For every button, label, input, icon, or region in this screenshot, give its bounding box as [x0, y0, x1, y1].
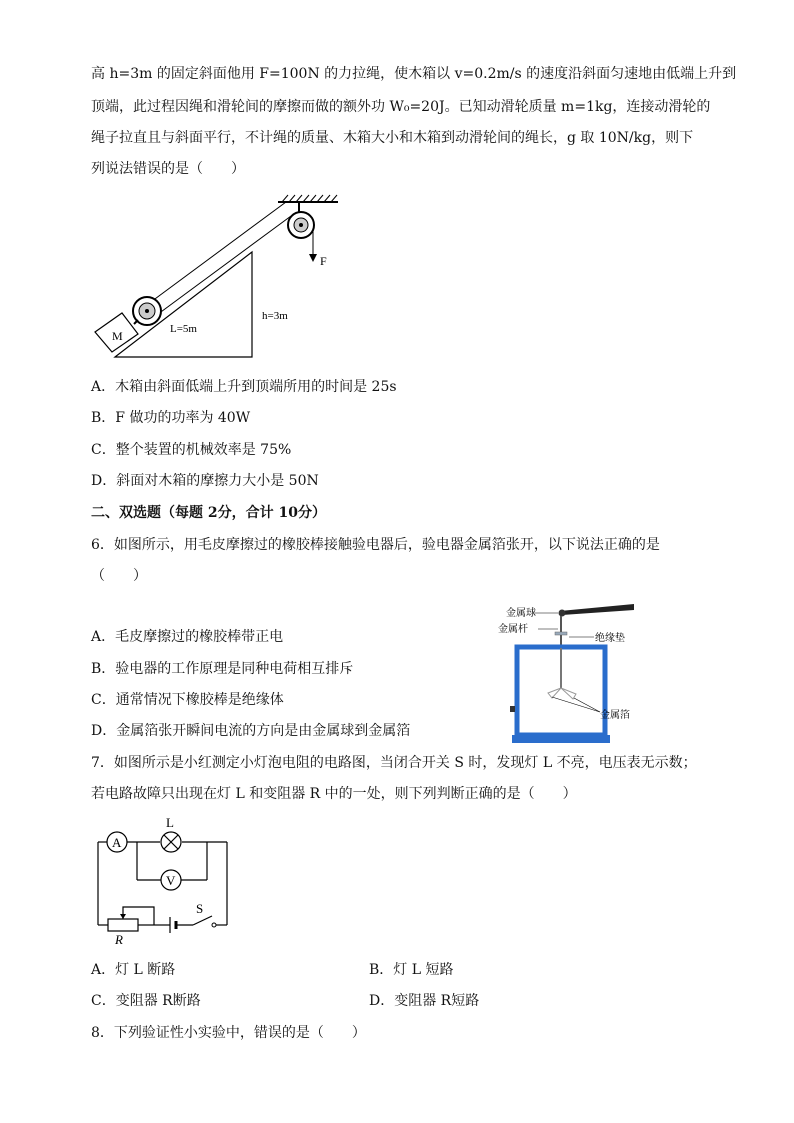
q7-option-a: A．灯 L 断路 — [91, 962, 176, 978]
electroscope-figure — [490, 598, 640, 748]
lamp-label: L — [166, 815, 174, 830]
ammeter-label: A — [112, 835, 122, 850]
label-insulator: 绝缘垫 — [595, 633, 625, 644]
incline-pulley-figure — [90, 192, 350, 362]
box-label: M — [112, 329, 123, 343]
q5-option-b: B．F 做功的功率为 40W — [91, 410, 251, 426]
switch-label: S — [196, 901, 204, 916]
q5-stem-line-3: 绳子拉直且与斜面平行，不计绳的质量、木箱大小和木箱到动滑轮间的绳长，g 取 10N/kg，则下 — [91, 130, 694, 146]
q5-stem-line-2: 顶端，此过程因绳和滑轮间的摩擦而做的额外功 W₀=20J。已知动滑轮质量 m=1kg，连接动滑轮的 — [91, 99, 711, 115]
section-heading: 二、双选题（每题 2分，合计 10分） — [91, 505, 326, 521]
q7-option-c: C．变阻器 R断路 — [91, 993, 201, 1009]
rheostat-label: R — [115, 932, 123, 947]
q5-stem-line-4: 列说法错误的是（ ） — [91, 161, 245, 177]
q5-option-d: D．斜面对木箱的摩擦力大小是 50N — [91, 473, 319, 489]
height-label: h=3m — [262, 310, 288, 322]
q6-option-c: C．通常情况下橡胶棒是绝缘体 — [91, 692, 284, 708]
q5-stem-line-1: 高 h=3m 的固定斜面他用 F=100N 的力拉绳，使木箱以 v=0.2m/s 的速度沿斜面匀速地由低端上升到 — [91, 66, 737, 82]
rubber-rod — [560, 604, 634, 615]
rheostat-symbol — [108, 919, 138, 931]
force-label: F — [320, 254, 327, 268]
q7-stem-line-1: 7．如图所示是小红测定小灯泡电阻的电路图，当闭合开关 S 时，发现灯 L 不亮，电压表无示数； — [91, 755, 697, 771]
circuit-figure — [90, 815, 235, 950]
q6-option-a: A．毛皮摩擦过的橡胶棒带正电 — [91, 629, 284, 645]
q6-option-b: B．验电器的工作原理是同种电荷相互排斥 — [91, 661, 354, 677]
label-metal-ball: 金属球 — [506, 608, 536, 619]
metal-foil — [548, 688, 561, 698]
label-metal-rod: 金属杆 — [498, 624, 528, 635]
q6-stem-line-1: 6．如图所示，用毛皮摩擦过的橡胶棒接触验电器后，验电器金属箔张开，以下说法正确的是 — [91, 537, 660, 553]
switch-symbol — [193, 916, 212, 925]
q6-stem-line-2: （ ） — [91, 568, 147, 584]
q8-stem: 8．下列验证性小实验中，错误的是（ ） — [91, 1025, 366, 1041]
length-label: L=5m — [170, 323, 197, 335]
q5-option-c: C．整个装置的机械效率是 75% — [91, 442, 292, 458]
voltmeter-label: V — [166, 873, 176, 888]
q6-option-d: D．金属箔张开瞬间电流的方向是由金属球到金属箔 — [91, 723, 411, 739]
q7-option-d: D．变阻器 R短路 — [369, 993, 480, 1009]
label-metal-foil: 金属箔 — [600, 710, 630, 721]
force-arrow — [309, 254, 317, 262]
q5-option-a: A．木箱由斜面低端上升到顶端所用的时间是 25s — [91, 379, 397, 395]
q7-stem-line-2: 若电路故障只出现在灯 L 和变阻器 R 中的一处，则下列判断正确的是（ ） — [91, 786, 577, 802]
q7-option-b: B．灯 L 短路 — [369, 962, 454, 978]
